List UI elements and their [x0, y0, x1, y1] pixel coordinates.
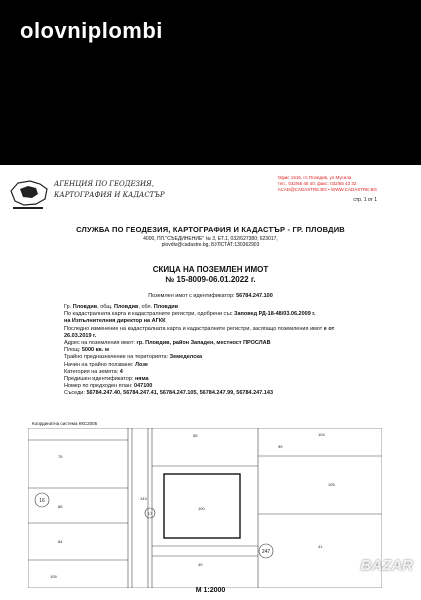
parcel-label: 99	[278, 444, 283, 449]
parcel-label: 100	[198, 506, 205, 511]
region: Пловдив	[153, 304, 179, 310]
parcel-label: 55	[193, 433, 198, 438]
identifier-line	[0, 293, 421, 299]
map-approved-row	[64, 311, 364, 318]
last-change-label: Последно изменение на кадастралната карта и кадастралните регистри, засягащо поземления имот	[64, 325, 324, 332]
purpose-value: Земеделска	[169, 354, 203, 361]
map-approved-by: на Изпълнителния директор на АГКК	[64, 318, 166, 325]
prev-id-value: няма	[134, 376, 149, 383]
address-line-1: 4000, ПЛ."СЪЕДИНЕНИЕ" № 3, ЕТ.1, 032/627380; 623017,	[143, 236, 278, 242]
plan-number-value: 047100	[134, 383, 153, 390]
municipality: Пловдив	[114, 304, 139, 310]
parcel-label: 104	[318, 432, 325, 437]
parcel-label: 85	[58, 504, 63, 509]
agency-name	[54, 179, 165, 201]
last-change-date: 26.03.2019 г.	[64, 332, 97, 339]
last-change-row	[64, 326, 364, 333]
contact-line-2: тел.: 032/65 45 40; факс: 032/65 43 32	[277, 181, 357, 186]
parcel-label: 40	[198, 562, 203, 567]
map-approved-value: Заповед РД-18-48/03.06.2009 г.	[234, 311, 316, 318]
parcel-label: 143	[140, 496, 147, 501]
address-value: гр. Пловдив, район Западен, местност ПРОСЛАВ	[136, 340, 271, 347]
use-value: Лозе	[135, 361, 148, 368]
address-row	[64, 340, 364, 347]
service-address	[0, 236, 421, 248]
parcel-label: 41	[318, 544, 323, 549]
service-title: СЛУЖБА ПО ГЕОДЕЗИЯ, КАРТОГРАФИЯ И КАДАСТЪР - ГР. ПЛОВДИВ	[76, 225, 345, 234]
parcel-label: 105	[328, 482, 335, 487]
sketch-number: № 15-8009-06.01.2022 г.	[165, 275, 256, 284]
city: Пловдив	[72, 304, 98, 310]
neighbors-row	[64, 390, 364, 397]
purpose-label: Трайно предназначение на територията:	[64, 354, 170, 361]
city-prefix: Гр.	[64, 304, 73, 310]
top-black-bar	[0, 0, 421, 165]
category-value: 4	[119, 368, 123, 375]
category-row	[64, 369, 364, 376]
region-prefix: , обл.	[138, 304, 154, 310]
parcel-label: 84	[58, 539, 63, 544]
map-approved-label: По кадастралната карта и кадастралните регистри, одобрени със	[64, 311, 235, 318]
plan-scale: М 1:2000	[195, 587, 226, 594]
agency-line-2: КАРТОГРАФИЯ И КАДАСТЪР	[54, 191, 165, 199]
contact-block	[278, 175, 377, 193]
circled-label: 16	[39, 498, 45, 504]
area-label: Площ:	[64, 347, 82, 354]
last-change-value-a: е от	[323, 325, 335, 332]
plan-number-row	[64, 383, 364, 390]
page-number: стр. 1 от 1	[353, 197, 377, 203]
use-row	[64, 362, 364, 369]
watermark-text: olovniplombi	[20, 18, 163, 43]
property-details	[64, 304, 364, 398]
prev-id-row	[64, 376, 364, 383]
parcel-label: 105	[50, 574, 57, 579]
prev-id-label: Предишен идентификатор:	[64, 376, 135, 383]
location-row	[64, 304, 364, 311]
address-label: Адрес на поземления имот:	[64, 340, 137, 347]
use-label: Начин на трайно ползване:	[64, 361, 136, 368]
sketch-title: СКИЦА НА ПОЗЕМЛЕН ИМОТ	[152, 265, 269, 274]
identifier-value: 56784.247.100	[236, 293, 273, 299]
contact-line-3: ACAD@CADASTRE.BG • WWW.CADASTRE.BG	[277, 187, 377, 192]
coordinate-system-label: Координатна система ККС2005	[32, 421, 98, 426]
circled-label: 17	[147, 511, 153, 516]
address-line-2: plovdiv@cadastre.bg, БУЛСТАТ:130362903	[161, 242, 260, 248]
cadastral-plan	[28, 428, 382, 588]
plan-number-label: Номер по предходен план:	[64, 383, 135, 390]
identifier-label: Поземлен имот с идентификатор:	[148, 293, 237, 299]
category-label: Категория на земята:	[64, 368, 120, 375]
municipality-prefix: , общ.	[97, 304, 115, 310]
scanned-document	[0, 165, 421, 600]
purpose-row	[64, 354, 364, 361]
agency-line-1: АГЕНЦИЯ ПО ГЕОДЕЗИЯ,	[54, 180, 154, 188]
neighbors-value: 56784.247.40, 56784.247.41, 56784.247.105, 56784.247.99, 56784.247.143	[86, 390, 274, 397]
circled-label: 247	[261, 549, 271, 555]
bulgaria-map-logo	[8, 177, 50, 211]
neighbors-label: Съседи:	[64, 390, 87, 397]
area-value: 5000 кв. м	[81, 347, 109, 354]
contact-line-1: Офис 1616, гл.Пловдив, ул.Мусала	[277, 175, 352, 180]
bazar-watermark: BAZAR	[360, 557, 413, 574]
parcel-label: 75	[58, 454, 63, 459]
